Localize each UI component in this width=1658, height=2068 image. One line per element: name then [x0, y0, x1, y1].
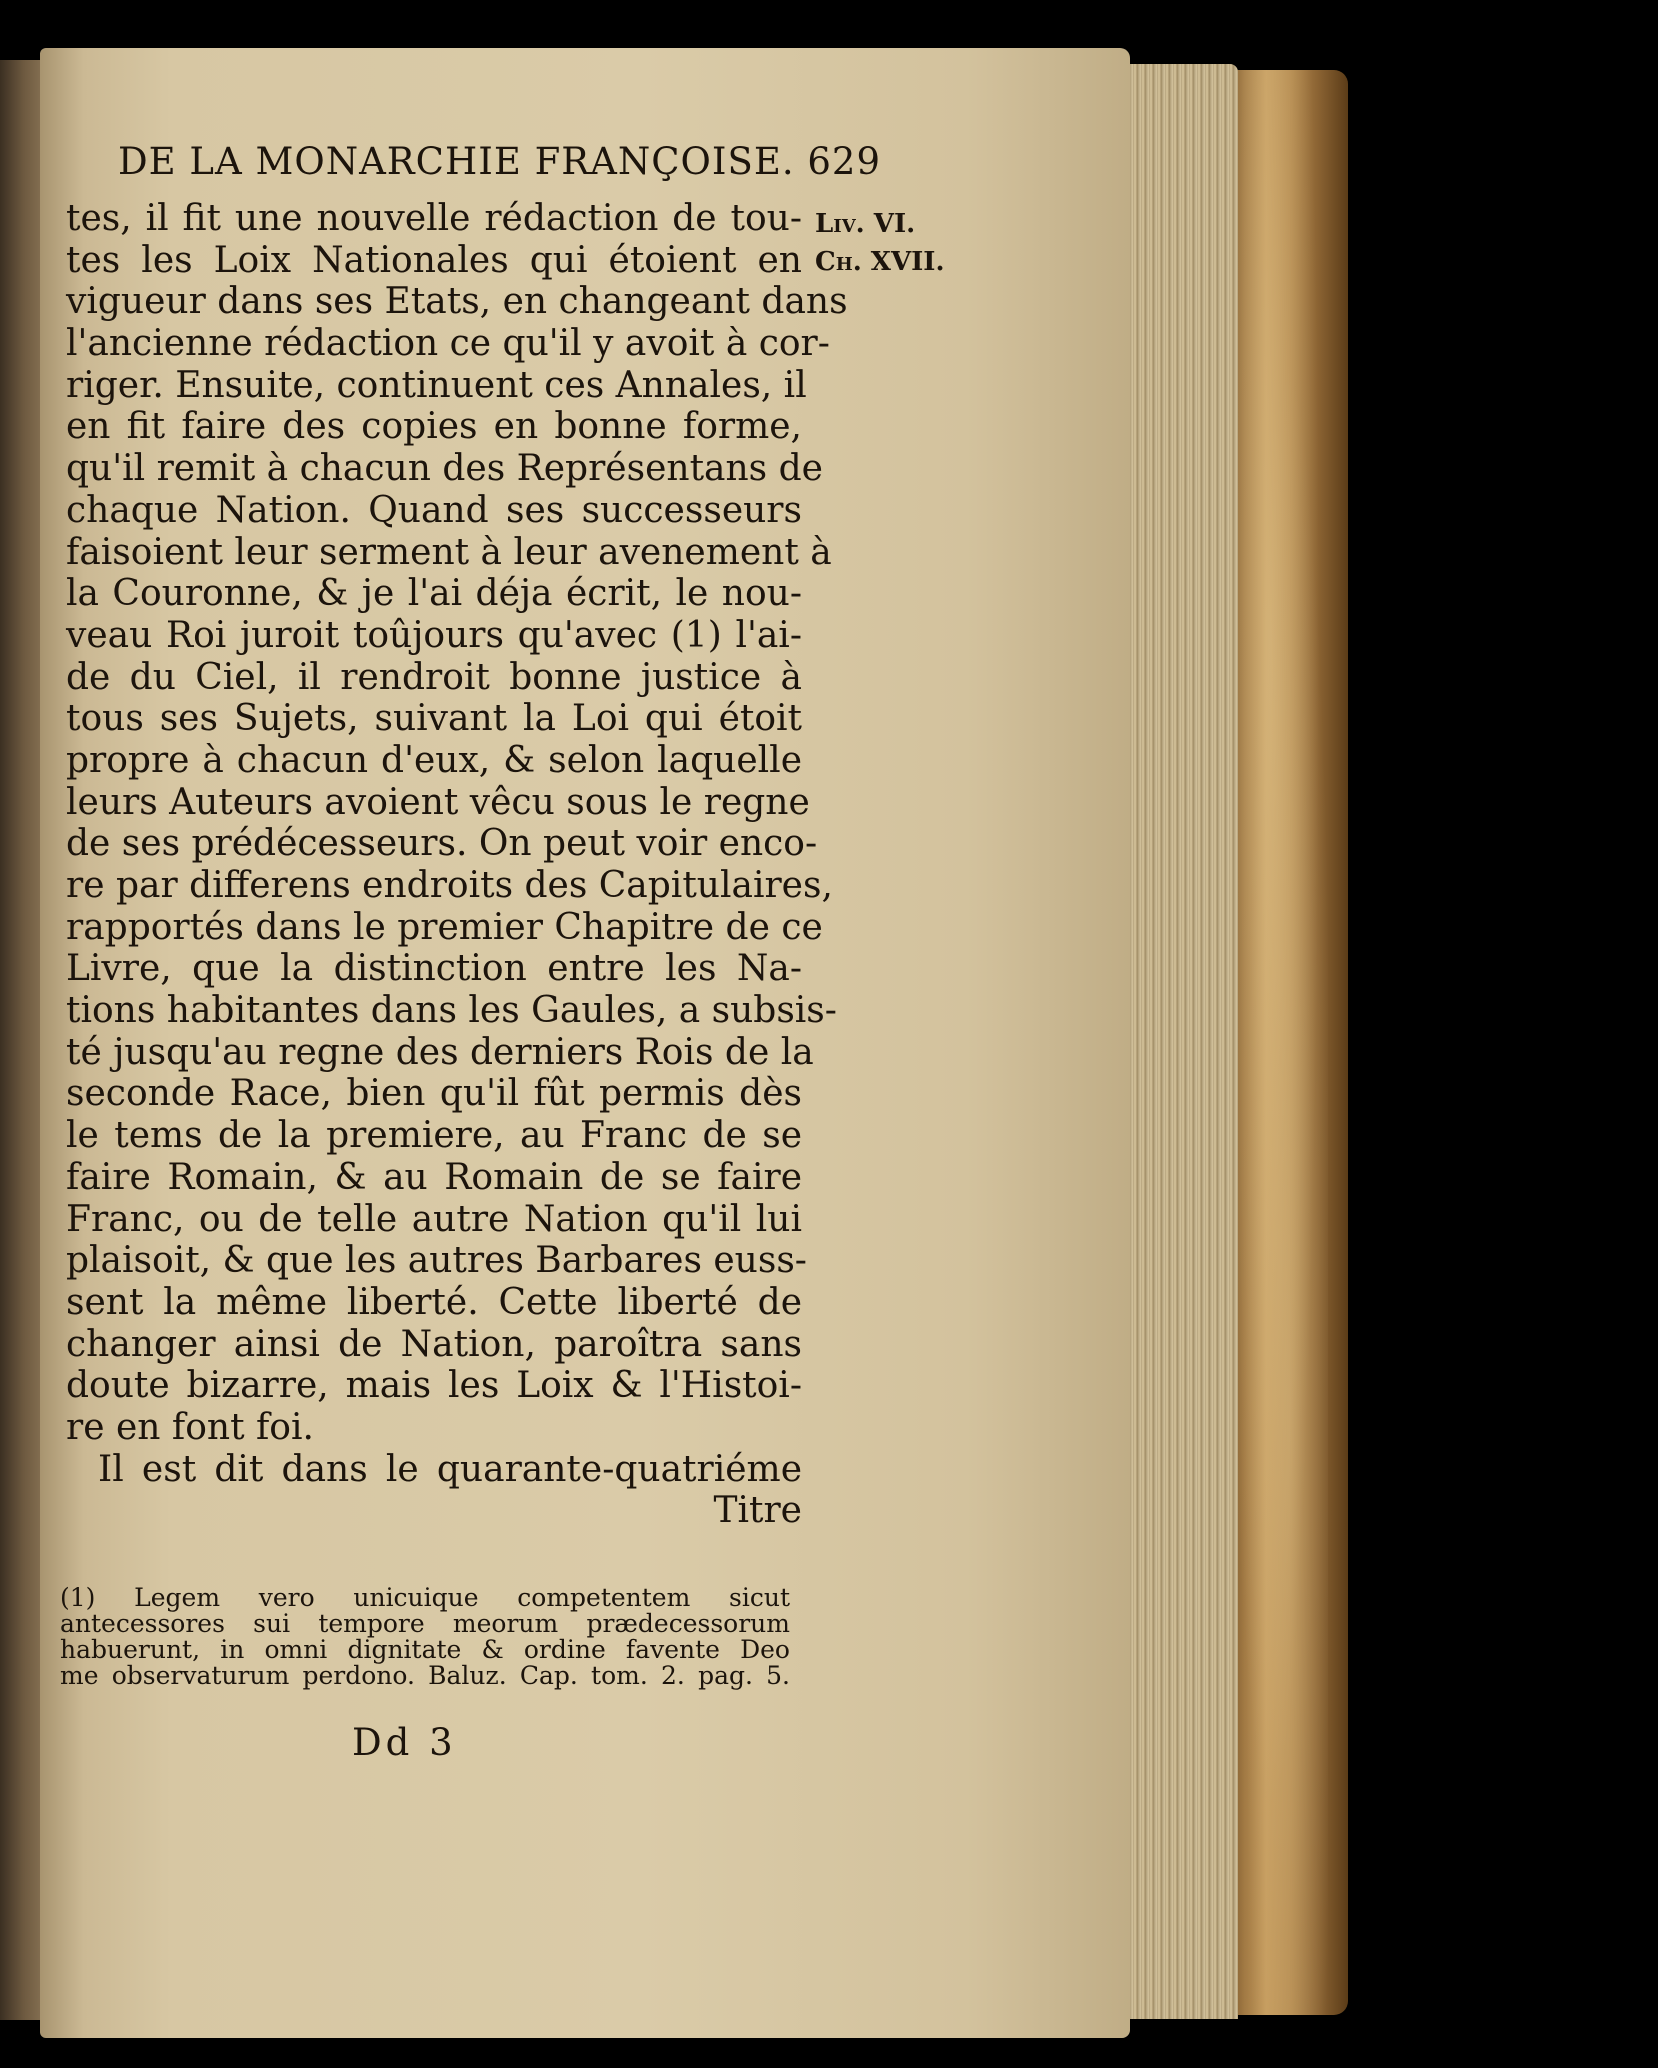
body-line: veau Roi juroit toûjours qu'avec (1) l'ai- — [66, 614, 802, 656]
catchword: Titre — [713, 1490, 802, 1532]
body-line: en fit faire des copies en bonne forme, — [66, 406, 802, 448]
footnote — [60, 1585, 790, 1689]
footnote-line: habuerunt, in omni dignitate & ordine favente Deo — [60, 1635, 790, 1664]
body-line: rapportés dans le premier Chapitre de ce — [66, 906, 823, 948]
body-line: sent la même liberté. Cette liberté de — [66, 1281, 802, 1323]
body-line: Livre, que la distinction entre les Na- — [66, 948, 802, 990]
body-line: seconde Race, bien qu'il fût permis dès — [66, 1073, 802, 1115]
body-line: Franc, ou de telle autre Nation qu'il lui — [66, 1198, 802, 1240]
body-line: faisoient leur serment à leur avenement à — [66, 531, 832, 573]
body-line: de ses prédécesseurs. On peut voir enco- — [66, 823, 818, 865]
body-line: tes les Loix Nationales qui étoient en — [66, 239, 802, 281]
body-line: tous ses Sujets, suivant la Loi qui étoit — [66, 698, 802, 740]
margin-note-chapter: Ch. XVII. — [815, 247, 945, 277]
body-text — [66, 198, 848, 1532]
body-line: re en font foi. — [66, 1406, 314, 1448]
body-line: riger. Ensuite, continuent ces Annales, il — [66, 364, 807, 406]
body-line: doute bizarre, mais les Loix & l'Histoi- — [66, 1365, 802, 1407]
margin-note-book: Liv. VI. — [815, 209, 916, 239]
body-line: chaque Nation. Quand ses successeurs — [66, 489, 802, 531]
footnote-line: antecessores sui tempore meorum prædecessorum — [60, 1609, 790, 1638]
body-line: la Couronne, & je l'ai déja écrit, le nou- — [66, 573, 802, 615]
body-line: leurs Auteurs avoient vêcu sous le regne — [66, 781, 810, 823]
body-line: faire Romain, & au Romain de se faire — [66, 1156, 802, 1198]
page-fore-edge — [1118, 64, 1238, 2019]
footnote-line: (1) Legem vero unicuique competentem sicut — [60, 1583, 790, 1612]
body-line: l'ancienne rédaction ce qu'il y avoit à cor- — [66, 323, 830, 365]
margin-note — [815, 205, 945, 281]
body-line: propre à chacun d'eux, & selon laquelle — [66, 739, 802, 781]
running-head: DE LA MONARCHIE FRANÇOISE. 629 — [118, 140, 882, 183]
body-line: vigueur dans ses Etats, en changeant dans — [66, 281, 848, 323]
body-line: le tems de la premiere, au Franc de se — [66, 1115, 802, 1157]
signature-mark: Dd 3 — [352, 1721, 457, 1764]
body-line: changer ainsi de Nation, paroîtra sans — [66, 1323, 802, 1365]
body-line: Il est dit dans le quarante-quatriéme — [98, 1448, 802, 1490]
body-line: plaisoit, & que les autres Barbares euss- — [66, 1240, 807, 1282]
body-line: tions habitantes dans les Gaules, a subsis- — [66, 990, 837, 1032]
leather-cover — [1222, 70, 1348, 2015]
body-line: de du Ciel, il rendroit bonne justice à — [66, 656, 802, 698]
body-line: tes, il fit une nouvelle rédaction de tou- — [66, 198, 802, 239]
footnote-line: me observaturum perdono. Baluz. Cap. tom. 2. pag. 5. — [60, 1661, 790, 1690]
body-line: té jusqu'au regne des derniers Rois de la — [66, 1031, 814, 1073]
body-line: qu'il remit à chacun des Représentans de — [66, 448, 823, 490]
body-line: re par differens endroits des Capitulaires, — [66, 865, 833, 906]
